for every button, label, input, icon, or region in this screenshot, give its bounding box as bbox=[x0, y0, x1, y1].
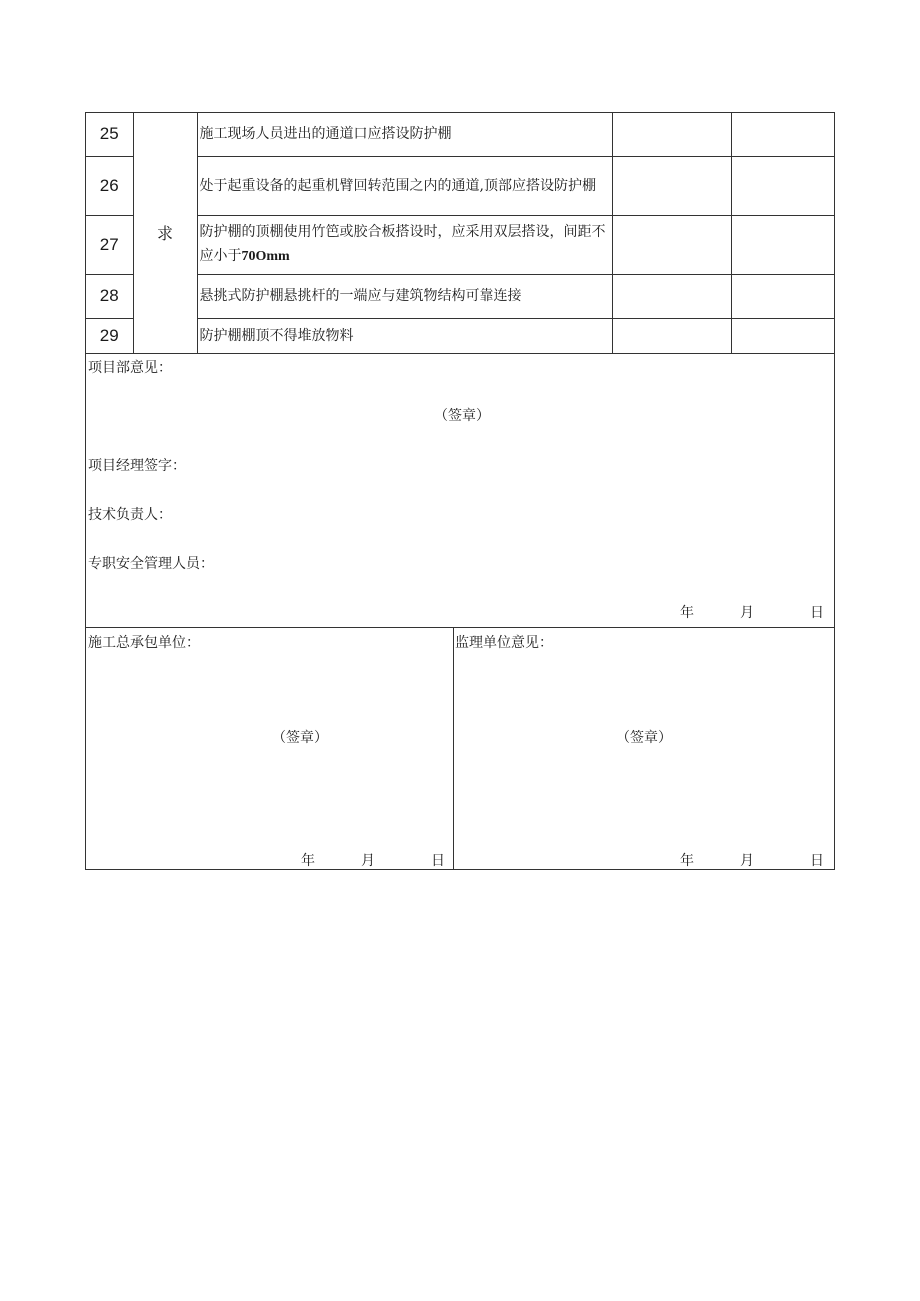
project-seal: （签章） bbox=[434, 408, 490, 424]
supervisor-opinion-title: 监理单位意见： bbox=[455, 635, 553, 651]
month-label: 月 bbox=[740, 605, 754, 621]
month-label: 月 bbox=[361, 853, 375, 869]
month-label: 月 bbox=[740, 853, 754, 869]
item-content: 防护棚棚顶不得堆放物料 bbox=[197, 318, 612, 353]
contractor-seal: （签章） bbox=[272, 730, 328, 746]
year-label: 年 bbox=[680, 605, 694, 621]
remark-cell[interactable] bbox=[731, 113, 834, 156]
day-label: 日 bbox=[431, 853, 445, 869]
item-content: 防护棚的顶棚使用竹笆或胶合板搭设时，应采用双层搭设，间距不应小于70Omm bbox=[197, 215, 612, 274]
remark-cell[interactable] bbox=[731, 215, 834, 274]
supervisor-section bbox=[454, 628, 834, 869]
check-result-cell[interactable] bbox=[612, 113, 731, 156]
category-label: 求 bbox=[156, 224, 173, 244]
remark-cell[interactable] bbox=[731, 318, 834, 353]
item-number: 28 bbox=[86, 274, 133, 318]
spacing-value: 70Omm bbox=[241, 249, 290, 264]
technical-lead-label[interactable]: 技术负责人： bbox=[88, 507, 172, 523]
item-content: 施工现场人员进出的通道口应搭设防护棚 bbox=[197, 113, 612, 156]
project-opinion-title: 项目部意见： bbox=[88, 360, 172, 376]
remark-cell[interactable] bbox=[731, 274, 834, 318]
project-date bbox=[680, 602, 830, 622]
inspection-form bbox=[85, 112, 835, 870]
item-number: 25 bbox=[86, 113, 133, 156]
project-manager-signature-label[interactable]: 项目经理签字： bbox=[88, 458, 186, 474]
contractor-date bbox=[301, 850, 451, 870]
item-content: 处于起重设备的起重机臂回转范围之内的通道,顶部应搭设防护棚 bbox=[197, 156, 612, 215]
table-row bbox=[86, 156, 834, 215]
check-result-cell[interactable] bbox=[612, 215, 731, 274]
safety-officer-label[interactable]: 专职安全管理人员： bbox=[88, 556, 214, 572]
category-cell bbox=[133, 113, 197, 353]
check-result-cell[interactable] bbox=[612, 156, 731, 215]
year-label: 年 bbox=[301, 853, 315, 869]
remark-cell[interactable] bbox=[731, 156, 834, 215]
table-row bbox=[86, 215, 834, 274]
check-result-cell[interactable] bbox=[612, 274, 731, 318]
day-label: 日 bbox=[810, 605, 824, 621]
supervisor-date bbox=[680, 850, 830, 870]
table-row bbox=[86, 274, 834, 318]
check-result-cell[interactable] bbox=[612, 318, 731, 353]
general-contractor-section bbox=[86, 628, 454, 869]
table-row bbox=[86, 318, 834, 353]
checklist-table bbox=[86, 113, 834, 354]
item-number: 27 bbox=[86, 215, 133, 274]
day-label: 日 bbox=[810, 853, 824, 869]
item-content: 悬挑式防护棚悬挑杆的一端应与建筑物结构可靠连接 bbox=[197, 274, 612, 318]
year-label: 年 bbox=[680, 853, 694, 869]
general-contractor-title: 施工总承包单位： bbox=[88, 635, 200, 651]
item-number: 29 bbox=[86, 318, 133, 353]
supervisor-seal: （签章） bbox=[616, 730, 672, 746]
project-opinion-section bbox=[86, 353, 834, 628]
table-row bbox=[86, 113, 834, 156]
item-number: 26 bbox=[86, 156, 133, 215]
